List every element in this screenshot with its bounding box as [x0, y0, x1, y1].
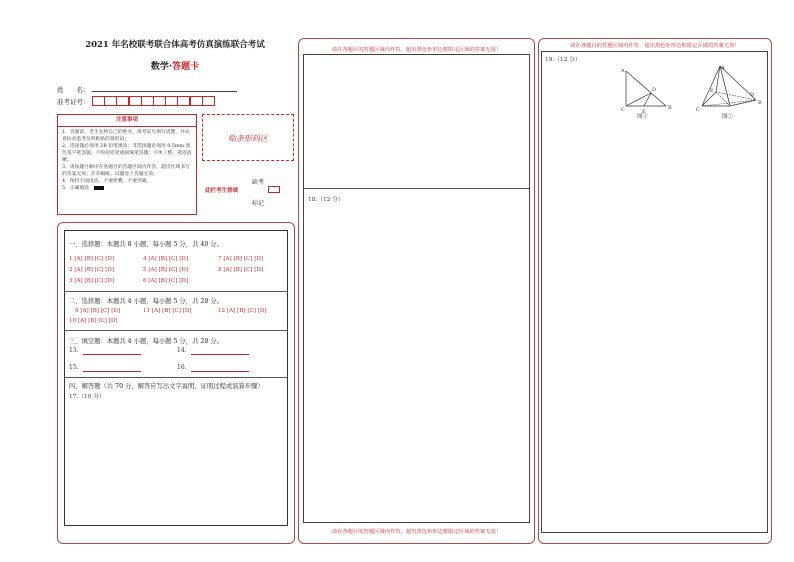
figure-2-caption: 图②: [722, 114, 734, 120]
id-digit-box[interactable]: [190, 96, 203, 106]
q18-label: 18.（12 分）: [308, 197, 344, 203]
left-answer-area: [64, 230, 288, 526]
blank-13-line[interactable]: [83, 348, 141, 355]
absent-note: 此栏考生禁填: [205, 188, 239, 194]
id-digit-box[interactable]: [202, 96, 215, 106]
card-subtitle: [60, 59, 290, 72]
id-digit-box[interactable]: [141, 96, 154, 106]
figure-2: [690, 62, 766, 114]
q12-options[interactable]: 12 [A] [B] [C] [D]: [218, 308, 267, 314]
id-digit-box[interactable]: [153, 96, 166, 106]
middle-bottom-warning: 请在各题目的答题区域内作答，超出黑色矩形边框限定区域的答案无效！: [331, 529, 502, 535]
fig2-point-e: E: [710, 88, 714, 94]
q7-options[interactable]: 7 [A] [B] [C] [D]: [218, 256, 264, 262]
q6-options[interactable]: 6 [A] [B] [C] [D]: [143, 278, 189, 284]
id-label: 准考证号：: [57, 98, 90, 106]
notes-item-2: 2．选择题必须用 2B 铅笔填涂；非选择题必须用 0.5mm 黑色签字笔答题，不得用铅笔或圆珠笔答题；字体工整、笔迹清晰。: [62, 144, 192, 163]
q3-options[interactable]: 3 [A] [B] [C] [D]: [69, 278, 115, 284]
section-divider: [65, 377, 287, 378]
section1-title: 一、选择题：本题共 8 小题，每小题 5 分，共 40 分。: [69, 241, 223, 248]
subject-label: 数学: [150, 62, 169, 72]
right-answer-area[interactable]: [541, 51, 768, 533]
notes-item-5: [58, 185, 196, 192]
middle-top-warning: 请在各题目的答题区域内作答，超出黑色矩形边框限定区域的答案无效！: [331, 47, 502, 53]
q11-options[interactable]: 11 [A] [B] [C] [D]: [143, 308, 192, 314]
id-digit-box[interactable]: [177, 96, 190, 106]
notes-item-5-text: 5．正确填涂: [62, 186, 90, 191]
blank-15-line[interactable]: [83, 365, 141, 372]
id-digit-box[interactable]: [104, 96, 117, 106]
q9-options[interactable]: 9 [A] [B] [C] [D]: [75, 308, 121, 314]
id-digit-box[interactable]: [165, 96, 178, 106]
fig1-point-d: D: [652, 87, 657, 93]
absent-label-bottom: 标记: [252, 200, 265, 207]
q1-options[interactable]: 1 [A] [B] [C] [D]: [69, 256, 115, 262]
fig1-point-b: B: [668, 105, 672, 111]
absent-checkbox[interactable]: [268, 186, 280, 193]
section3-title: 三、填空题：本题共 4 小题，每小题 5 分，共 20 分。: [69, 338, 223, 345]
q10-options[interactable]: 10 [A] [B] [C] [D]: [69, 318, 118, 324]
name-label: 姓 名：: [57, 86, 90, 94]
blank-15-label: 15.: [69, 364, 79, 371]
fig1-point-c: C: [621, 107, 625, 113]
fig1-point-e: E: [642, 109, 646, 115]
section-divider: [65, 330, 287, 331]
filled-sample-icon: [94, 186, 104, 190]
exam-title: 2021 年名校联考联合体高考仿真演练联合考试: [85, 40, 265, 50]
blank-16-line[interactable]: [191, 365, 249, 372]
fig1-point-a: A: [621, 68, 625, 74]
middle-answer-area[interactable]: [303, 54, 530, 523]
notes-item-1: 1．答题前，考生先将自己的姓名、准考证号填写清楚，并认真检查监考员所粘贴的条形码；: [62, 130, 190, 142]
fig2-point-d: D: [750, 92, 755, 98]
q18-divider: [304, 188, 529, 189]
notes-item-3: 3．请按题号顺序在各题目的答题区域内作答，超出区域书写的答案无效；在草稿纸、试题卷上答题无效。: [62, 165, 190, 177]
notes-item-4: 4．保持卡面清洁，不要折叠、不要弄破。: [62, 179, 152, 184]
section-divider: [65, 291, 287, 292]
card-label: 答题卡: [172, 62, 200, 72]
fig2-point-b: B: [758, 100, 762, 106]
q8-options[interactable]: 8 [A] [B] [C] [D]: [218, 267, 264, 273]
blank-13-label: 13.: [69, 347, 79, 354]
section4-title: 四、解答题（共 70 分，解答应写出文字说明、证明过程或演算步骤）: [69, 383, 264, 390]
right-top-warning: 请在各题目的答题区域内作答，超出黑色矩形边框限定区域的答案无效！: [570, 43, 740, 49]
notes-box: [57, 114, 197, 215]
fig2-point-a: A: [721, 65, 725, 71]
id-digit-box[interactable]: [116, 96, 129, 106]
q17-answer-area[interactable]: [65, 399, 287, 525]
q2-options[interactable]: 2 [A] [B] [C] [D]: [69, 267, 115, 273]
q17-label: 17.（10 分）: [69, 394, 105, 400]
barcode-area: 贴条形码区: [202, 114, 294, 161]
notes-heading: 注意事项: [58, 115, 196, 127]
q4-options[interactable]: 4 [A] [B] [C] [D]: [143, 256, 189, 262]
blank-16-label: 16.: [177, 364, 187, 371]
section2-title: 二、选择题：本题共 4 小题，每小题 5 分，共 20 分。: [69, 298, 223, 305]
q5-options[interactable]: 5 [A] [B] [C] [D]: [143, 267, 189, 273]
figure-1: [618, 64, 682, 120]
fig2-point-c: C: [696, 107, 700, 113]
absent-label-top: 缺考: [252, 179, 265, 186]
figure-1-caption: 图①: [637, 114, 649, 120]
name-field[interactable]: [92, 91, 237, 92]
id-digit-box[interactable]: [92, 96, 105, 106]
id-digit-box[interactable]: [129, 96, 142, 106]
blank-14-line[interactable]: [191, 348, 249, 355]
id-number-boxes[interactable]: [92, 96, 214, 106]
subtitle-separator: ·: [168, 62, 173, 72]
q19-label: 19.（12 分）: [545, 57, 581, 63]
blank-14-label: 14.: [177, 347, 187, 354]
